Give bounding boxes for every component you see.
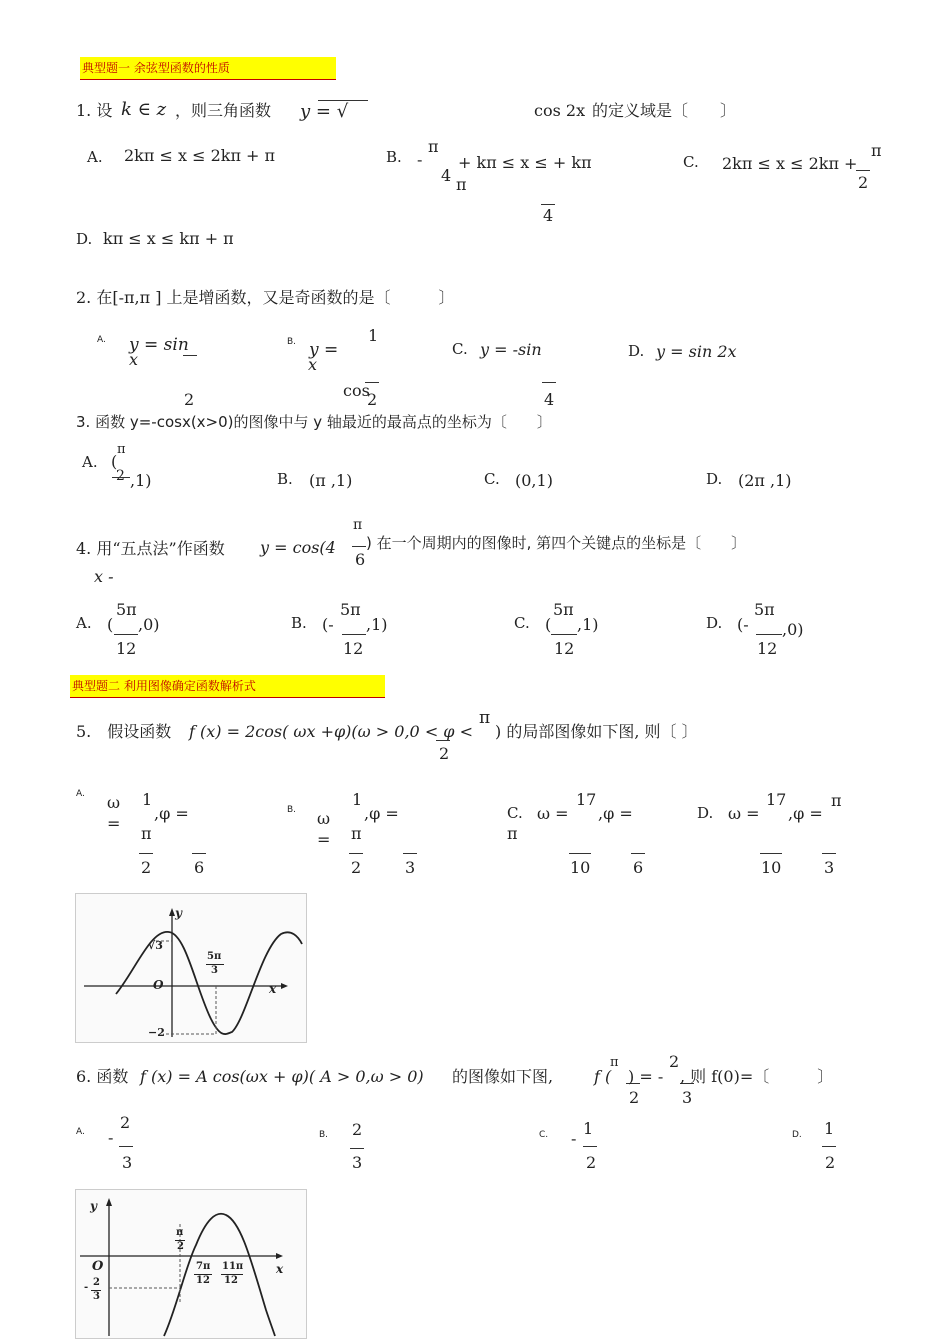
q6-option-a-den: 3 (122, 1153, 133, 1172)
q5-option-c-den1: 10 (570, 858, 591, 877)
q6-graph-y: y (90, 1199, 97, 1213)
q1-option-c-pi: π (871, 141, 882, 160)
q6-graph-x: x (276, 1262, 284, 1276)
q2-option-d-label[interactable]: D. (628, 342, 645, 360)
q1-option-a-label[interactable]: A. (87, 148, 103, 166)
q3-stem: 3. 函数 y=-cosx(x>0)的图像中与 y 轴最近的最高点的坐标为〔 〕 (76, 413, 552, 431)
q2-option-a-den: 2 (184, 390, 195, 409)
q5-option-a-bar2 (192, 853, 206, 854)
q6-graph-nd: 3 (93, 1291, 100, 1302)
q5-graph-neg2: −2 (148, 1026, 165, 1039)
q2-option-d[interactable]: y = sin 2x (656, 342, 737, 361)
q1-option-b-mid: + kπ ≤ x ≤ + kπ (458, 153, 592, 172)
q4-frac-bar (352, 546, 366, 547)
q4-option-a-rest: ,0) (138, 615, 160, 634)
q1-stem-c: 的定义域是〔 〕 (592, 101, 737, 120)
q5-option-c-label[interactable]: C. (507, 804, 523, 822)
q4-option-a-num: 5π (116, 600, 137, 619)
q5-option-a-label[interactable]: A. (76, 789, 85, 799)
q6-graph-nn: 2 (93, 1277, 100, 1288)
q4-option-b-rest: ,1) (366, 615, 388, 634)
q6-graph-n1: 7π (196, 1261, 211, 1272)
q1-option-b-four-den: 4 (543, 206, 554, 225)
q5-graph-x: x (269, 982, 277, 996)
q6-option-d-den: 2 (825, 1153, 836, 1172)
q2-option-c[interactable]: y = -sin (480, 340, 542, 359)
q6-option-b-num: 2 (352, 1120, 363, 1139)
q5-option-a-w[interactable]: ω = (107, 793, 121, 833)
q2-option-a-x: x (129, 350, 139, 369)
q3-option-a-open: ( (111, 452, 118, 471)
q5-option-b-w[interactable]: ω = (317, 809, 331, 849)
q2-option-c-label[interactable]: C. (452, 340, 468, 358)
q2-option-b[interactable]: y = (309, 340, 339, 360)
q2-option-b-bar (365, 382, 379, 383)
q6-stem-b: 的图像如下图, (452, 1067, 554, 1086)
q4-option-b-label[interactable]: B. (291, 614, 307, 632)
q4-den: 6 (355, 550, 366, 569)
q4-option-d-rest: ,0) (782, 620, 804, 639)
q1-stem-b: ，则三角函数 (175, 101, 272, 120)
q4-stem-b: ) 在一个周期内的图像时, 第四个关键点的坐标是〔 〕 (366, 534, 747, 552)
q1-option-d-label[interactable]: D. (76, 230, 93, 248)
q5-option-b-label[interactable]: B. (287, 805, 297, 815)
q3-option-a-rest: ,1) (130, 471, 152, 490)
q6-option-a-bar (119, 1146, 133, 1147)
q6-option-c-den: 2 (586, 1153, 597, 1172)
q4-option-d-num: 5π (754, 600, 775, 619)
q2-stem: 2. 在[-π,π ] 上是增函数，又是奇函数的是〔 〕 (76, 288, 455, 307)
q4-x-minus: x - (94, 567, 114, 586)
q6-option-b-label[interactable]: B. (319, 1130, 329, 1140)
q4-option-c-label[interactable]: C. (514, 614, 530, 632)
q4-option-c-open: ( (545, 615, 552, 634)
q6-option-b-den: 3 (352, 1153, 363, 1172)
q5-option-a-phi: ,φ = (154, 804, 189, 823)
q5-option-d-phi: ,φ = (788, 804, 823, 823)
q5-option-a-bar1 (139, 853, 153, 854)
q6-graph-den2: 2 (177, 1241, 184, 1252)
q6-option-d-bar (822, 1146, 836, 1147)
q5-option-b-num: 1 (352, 790, 363, 809)
q2-option-b-num: 1 (368, 326, 379, 345)
q3-option-d[interactable]: (2π ,1) (738, 471, 792, 490)
q5-option-c-bar2 (631, 853, 645, 854)
q2-option-b-cos: cos (343, 381, 370, 400)
q5-graph-y: y (175, 906, 182, 920)
q5-option-c-den2: 6 (633, 858, 644, 877)
q4-option-d-den: 12 (757, 639, 778, 658)
q5-option-b-den2: 3 (405, 858, 416, 877)
q1-option-d[interactable]: kπ ≤ x ≤ kπ + π (103, 229, 234, 248)
q6-graph (75, 1189, 307, 1339)
q6-option-c-num: 1 (583, 1119, 594, 1138)
q5-den: 2 (439, 744, 450, 763)
q6-den3: 3 (682, 1088, 693, 1107)
q3-option-b-label[interactable]: B. (277, 470, 293, 488)
q5-option-a-num: 1 (142, 790, 153, 809)
q1-option-b-pi-low: π (456, 175, 467, 194)
q6-graph-svg (76, 1190, 306, 1338)
q1-cos2x: cos 2x (534, 101, 586, 120)
q6-fx: f ( (594, 1067, 612, 1086)
q5-graph-sqrt3: √3 (148, 939, 163, 952)
q1-option-c-label[interactable]: C. (683, 153, 699, 171)
q3-option-a-bar (112, 477, 130, 478)
q3-option-d-label[interactable]: D. (706, 470, 723, 488)
q3-option-a-den: 2 (116, 468, 125, 484)
q4-stem-a: 4. 用“五点法”作函数 (76, 539, 225, 558)
q1-option-b-label[interactable]: B. (386, 148, 402, 166)
q5-option-b-den1: 2 (351, 858, 362, 877)
q5-option-d-bar2 (822, 853, 836, 854)
q3-option-c[interactable]: (0,1) (515, 471, 553, 490)
q1-y-sqrt: y = √ (300, 101, 349, 122)
q5-option-c-phi: ,φ = (598, 804, 633, 823)
q5-graph-fnum: 5π (207, 951, 222, 962)
q6-option-c-label[interactable]: C. (539, 1130, 549, 1140)
q3-option-a-label[interactable]: A. (82, 453, 98, 471)
q6-option-d-num: 1 (824, 1119, 835, 1138)
q5-x-arrow (281, 983, 288, 989)
q6-graph-o: O (92, 1259, 104, 1274)
q6-stem-a: 6. 函数 (76, 1067, 129, 1086)
q5-option-c-w[interactable]: ω = (537, 804, 569, 823)
q5-pi: π (479, 708, 491, 728)
q5-graph-svg (76, 894, 306, 1042)
q6-graph-n2: 11π (222, 1261, 244, 1272)
q6-option-c-bar (583, 1146, 597, 1147)
q5-graph-fden: 3 (211, 965, 218, 976)
q4-option-c-bar (551, 634, 577, 635)
q6-y-arrow (106, 1198, 112, 1206)
q1-option-b-four: 4 (441, 166, 452, 185)
q3-option-b[interactable]: (π ,1) (309, 471, 353, 490)
q6-tail: , 则 f(0)=〔 〕 (680, 1067, 834, 1086)
q5-graph-o: O (153, 978, 164, 992)
q4-pi: π (353, 517, 363, 533)
q6-pi: π (610, 1055, 619, 1070)
q5-option-b-phi: ,φ = (364, 804, 399, 823)
q4-option-a-den: 12 (116, 639, 137, 658)
q2-option-c-bar (542, 382, 556, 383)
q6-graph-d1: 12 (196, 1275, 210, 1286)
q6-graph-d2: 12 (224, 1275, 238, 1286)
q4-option-c-rest: ,1) (577, 615, 599, 634)
q5-option-a-pi: π (141, 824, 152, 843)
q1-option-c[interactable]: 2kπ ≤ x ≤ 2kπ + (722, 154, 858, 173)
q5-option-b-bar1 (349, 853, 363, 854)
q4-option-a-open: ( (107, 615, 114, 634)
q5-option-d-w[interactable]: ω = (728, 804, 760, 823)
q4-option-b-open: (- (322, 615, 334, 634)
q5-option-c-pi: π (507, 824, 518, 843)
q6-option-b-bar (350, 1148, 364, 1149)
q6-expr: f (x) = A cos(ωx + φ)( A > 0,ω > 0) (140, 1067, 424, 1086)
q4-option-b-bar (342, 634, 366, 635)
q1-option-b-pi-top: π (428, 137, 439, 156)
q5-option-b-pi: π (351, 824, 362, 843)
q1-option-a[interactable]: 2kπ ≤ x ≤ 2kπ + π (124, 146, 276, 165)
q4-option-b-den: 12 (343, 639, 364, 658)
q5-option-d-den1: 10 (761, 858, 782, 877)
q4-option-d-open: (- (737, 615, 749, 634)
q2-option-c-den: 4 (544, 390, 555, 409)
q5-stem-a: 5. 假设函数 (76, 722, 172, 741)
q6-x-arrow (276, 1253, 283, 1259)
q5-option-d-label[interactable]: D. (697, 804, 714, 822)
q5-stem-b: ) 的局部图像如下图, 则〔 〕 (495, 722, 698, 741)
q2-option-a-label[interactable]: A. (97, 335, 106, 345)
q2-option-b-den: 2 (367, 390, 378, 409)
q5-option-a-den2: 6 (194, 858, 205, 877)
q4-expr: y = cos(4 (260, 538, 336, 557)
q1-sqrt-bar (318, 100, 368, 101)
q1-option-b-bar (541, 204, 555, 205)
q4-option-d-label[interactable]: D. (706, 614, 723, 632)
q5-option-c-bar1 (569, 853, 591, 854)
q5-graph (75, 893, 307, 1043)
q5-option-c-num: 17 (576, 790, 597, 809)
q1-stem-a: 1. 设 (76, 101, 113, 120)
q4-option-a-bar (114, 634, 138, 635)
q2-option-a-bar (183, 355, 197, 356)
q5-option-d-pi: π (831, 791, 842, 810)
q1-option-c-den: 2 (858, 173, 869, 192)
q1-option-b-neg: - (417, 150, 423, 169)
q6-den2: 2 (629, 1088, 640, 1107)
q5-expr: f (x) = 2cos( ωx +φ)(ω > 0,0 < φ < (189, 722, 473, 741)
q2-option-b-x: x (308, 355, 318, 374)
q5-option-a-den1: 2 (141, 858, 152, 877)
q6-option-d-label[interactable]: D. (792, 1130, 802, 1140)
q5-option-d-num: 17 (766, 790, 787, 809)
q2-option-a[interactable]: y = sin (129, 335, 189, 355)
q6-graph-neg: - (84, 1282, 89, 1293)
q1-k-in-z: k ∈ z (121, 99, 167, 120)
q5-option-b-bar2 (403, 853, 417, 854)
q6-graph-pi: π (176, 1227, 184, 1238)
q3-option-c-label[interactable]: C. (484, 470, 500, 488)
q4-option-d-bar (756, 634, 782, 635)
q6-option-a-neg: - (108, 1128, 114, 1147)
q6-option-c-neg: - (571, 1129, 577, 1148)
q4-option-c-den: 12 (554, 639, 575, 658)
q6-eq: ) = - (628, 1067, 664, 1086)
q6-option-a-label[interactable]: A. (76, 1127, 85, 1137)
q5-option-d-den2: 3 (824, 858, 835, 877)
q4-option-c-num: 5π (553, 600, 574, 619)
section-header-2: 典型题二 利用图像确定函数解析式 (70, 675, 385, 698)
q6-num2: 2 (669, 1052, 680, 1071)
q5-frac-bar (436, 740, 450, 741)
q3-option-a-pi: π (117, 442, 126, 457)
q4-option-b-num: 5π (340, 600, 361, 619)
q2-option-b-label[interactable]: B. (287, 337, 297, 347)
section-header-1: 典型题一 余弦型函数的性质 (80, 57, 336, 80)
q6-option-a-num: 2 (120, 1113, 131, 1132)
q4-option-a-label[interactable]: A. (76, 614, 92, 632)
q1-option-c-bar (856, 170, 870, 171)
q5-option-d-bar1 (760, 853, 782, 854)
